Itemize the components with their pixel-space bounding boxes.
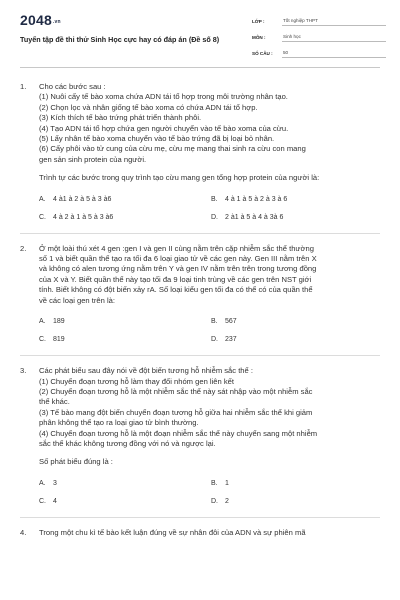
question-text [39,528,386,538]
answer-option[interactable] [39,318,211,325]
document-title: Tuyển tập đề thi thử Sinh Học cực hay có đáp án (Đề số 8) [20,35,220,44]
answer-letter: B. [211,318,218,326]
meta-value: 50 [282,50,386,58]
question-number: 2. [20,243,27,253]
answer-text: 4 à 1 à 5 à 2 à 3 à 6 [225,195,288,203]
question-line: (2) Chuyển đoạn tương hỗ là một nhiễm sắc thể này sát nhập vào một nhiễm sắc [39,386,313,396]
question-line: (4) Tạo ADN tái tổ hợp chứa gen người chuyển vào tế bào xoma của cừu. [39,123,289,133]
answer-option[interactable] [39,196,211,203]
answer-options [39,480,386,505]
document-meta [252,11,386,59]
meta-row-class [252,11,386,26]
logo-text: 2048 [20,12,52,28]
question-line: tính. Biết không có đột biến xảy rA. Số loại kiểu gen tối đa có thể có của quần thể [39,285,313,295]
answer-letter: B. [211,195,218,203]
page-header [0,0,400,66]
meta-value: Tốt nghiệp THPT [282,18,386,26]
answer-letter: A. [39,479,46,487]
answer-text: 1 [225,479,229,487]
answer-text: 237 [225,336,237,344]
question-line: của X và Y. Biết quần thể này tạo tối đa 9 loại tinh trùng về các gen trên NST giới [39,274,312,284]
question-text [39,244,386,306]
question-divider [20,355,380,356]
header-divider [20,67,380,68]
answer-letter: D. [211,213,218,221]
question-line: Trong một chu kì tế bào kết luận đúng về sự nhân đôi của ADN và sự phiên mã [39,527,306,537]
meta-label: MÔN : [252,35,266,40]
answer-option[interactable] [39,480,211,487]
question-item [0,244,400,343]
question-line: thể khác. [39,397,70,407]
answer-text: 4 [53,497,57,505]
answer-letter: A. [39,318,46,326]
answer-option[interactable] [39,498,211,505]
question-line: (5) Lấy nhân tế bào xoma chuyển vào tế bào trứng đã bị loại bỏ nhân. [39,134,275,144]
answer-letter: D. [211,336,218,344]
question-list [0,82,400,538]
question-line: sắc thể khác không tương đồng với nó và ngược lại. [39,438,216,448]
question-line: (6) Cấy phôi vào tử cung của cừu mẹ, cừu mẹ mang thai sinh ra cừu con mang [39,144,306,154]
answer-text: 4 à 2 à 1 à 5 à 3 à6 [53,213,114,221]
answer-option[interactable] [39,336,211,343]
question-prompt: Số phát biểu đúng là : [39,457,113,467]
question-divider [20,233,380,234]
answer-text: 189 [53,318,65,326]
answer-text: 819 [53,336,65,344]
answer-letter: D. [211,497,218,505]
answer-option[interactable] [211,336,361,343]
answer-option[interactable] [211,214,361,221]
answer-letter: B. [211,479,218,487]
question-line: Cho các bước sau : [39,82,106,91]
answer-text: 567 [225,318,237,326]
answer-letter: C. [39,497,46,505]
question-line: Các phát biểu sau đây nói về đột biến tương hỗ nhiễm sắc thể : [39,366,253,376]
meta-value: Sinh học [282,34,386,42]
question-line: (4) Chuyển đoạn tương hỗ là một đoạn nhiễm sắc thể này chuyển sang một nhiễm [39,428,318,438]
question-item [0,366,400,505]
question-number: 3. [20,366,27,376]
answer-option[interactable] [211,196,361,203]
answer-options [39,196,386,221]
question-line: (1) Nuôi cấy tế bào xoma chứa ADN tái tổ hợp trong môi trường nhân tạo. [39,92,288,102]
question-line: Ở một loài thú xét 4 gen :gen I và gen II cùng nằm trên cặp nhiễm sắc thể thường [39,243,314,253]
logo-suffix: .vn [52,19,61,25]
meta-row-count [252,43,386,58]
site-logo[interactable] [20,12,61,28]
question-line: số 1 và biết quần thể tạo ra tối đa 6 loại giao tử về các gen này. Gen III nằm trên X [39,254,317,264]
question-text [39,82,386,165]
answer-text: 4 à1 à 2 à 5 à 3 à6 [53,195,112,203]
answer-options [39,318,386,343]
question-line: về các loại gen trên là: [39,295,115,305]
answer-text: 2 [225,497,229,505]
meta-label: LỚP : [252,19,265,24]
meta-row-subject [252,27,386,42]
question-line: (3) Tế bào mang đột biến chuyển đoạn tương hỗ giữa hai nhiễm sắc thể khi giảm [39,407,313,417]
answer-text: 2 à1 à 5 à 4 à 3à 6 [225,213,284,221]
question-line: (3) Kích thích tế bào trứng phát triển thành phôi. [39,113,202,123]
answer-letter: C. [39,336,46,344]
answer-option[interactable] [211,480,361,487]
question-number: 1. [20,82,27,91]
answer-letter: A. [39,195,46,203]
meta-label: SỐ CÂU : [252,51,273,56]
question-line: gen sản sinh protein của người. [39,154,147,164]
question-line: (2) Chọn lọc và nhân giống tế bào xoma có chứa ADN tái tổ hợp. [39,102,258,112]
question-line: phân không thể tạo ra loại giao tử bình thường. [39,418,199,428]
question-number: 4. [20,527,27,537]
answer-option[interactable] [211,498,361,505]
answer-option[interactable] [211,318,361,325]
answer-text: 3 [53,479,57,487]
question-text [39,366,386,449]
question-line: và không có alen tương ứng nằm trên Y và gen IV nằm trên trên trong tương đồng [39,264,317,274]
question-divider [20,517,380,518]
answer-letter: C. [39,213,46,221]
question-item [0,528,400,538]
answer-option[interactable] [39,214,211,221]
question-line: (1) Chuyển đoạn tương hỗ làm thay đổi nhóm gen liên kết [39,376,234,386]
question-item [0,82,400,221]
question-prompt: Trình tự các bước trong quy trình tạo cừu mang gen tổng hợp protein của người là: [39,173,320,183]
